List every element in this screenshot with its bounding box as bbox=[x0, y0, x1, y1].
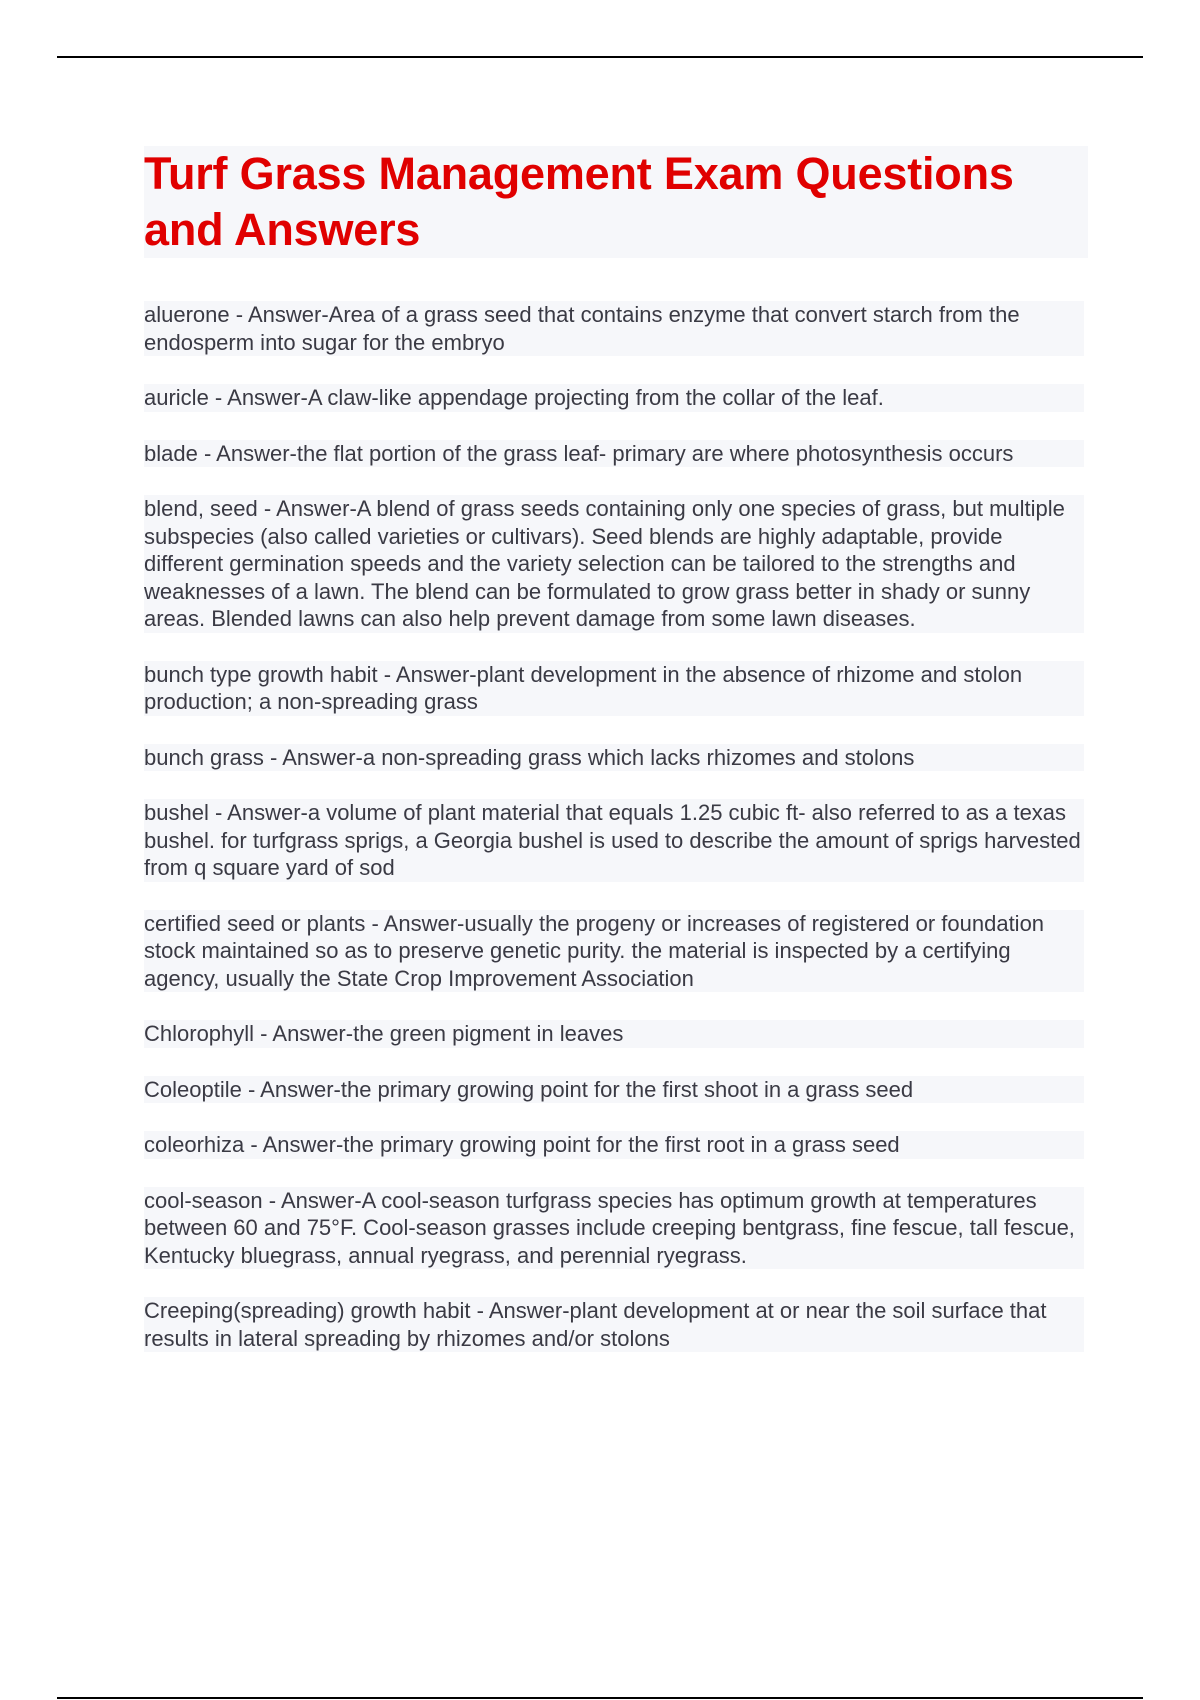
entry-bunch-type-growth-habit: bunch type growth habit - Answer-plant development in the absence of rhizome and stolon production; a non-spreading grass bbox=[144, 661, 1084, 716]
entry-chlorophyll: Chlorophyll - Answer-the green pigment in leaves bbox=[144, 1020, 1084, 1048]
title-block bbox=[144, 146, 1088, 258]
document-title: Turf Grass Management Exam Questions and Answers bbox=[144, 148, 1014, 255]
entry-list bbox=[144, 301, 1084, 1380]
bottom-rule bbox=[57, 1697, 1143, 1699]
entry-creeping-growth-habit: Creeping(spreading) growth habit - Answer-plant development at or near the soil surface that results in lateral spreading by rhizomes and/or stolons bbox=[144, 1297, 1084, 1352]
entry-bushel: bushel - Answer-a volume of plant material that equals 1.25 cubic ft- also referred to as a texas bushel. for turfgrass sprigs, a Georgia bushel is used to describe the amount of sprigs harvested from q square yard of sod bbox=[144, 799, 1084, 882]
entry-coleoptile: Coleoptile - Answer-the primary growing point for the first shoot in a grass seed bbox=[144, 1076, 1084, 1104]
top-rule bbox=[57, 56, 1143, 58]
entry-bunch-grass: bunch grass - Answer-a non-spreading grass which lacks rhizomes and stolons bbox=[144, 744, 1084, 772]
entry-blade: blade - Answer-the flat portion of the grass leaf- primary are where photosynthesis occurs bbox=[144, 440, 1084, 468]
entry-coleorhiza: coleorhiza - Answer-the primary growing point for the first root in a grass seed bbox=[144, 1131, 1084, 1159]
entry-blend-seed: blend, seed - Answer-A blend of grass seeds containing only one species of grass, but multiple subspecies (also called varieties or cultivars). Seed blends are highly adaptable, provide different germination speeds and the variety selection can be tailored to the strengths and weaknesses of a lawn. The blend can be formulated to grow grass better in shady or sunny areas. Blended lawns can also help prevent damage from some lawn diseases. bbox=[144, 495, 1084, 633]
entry-certified-seed: certified seed or plants - Answer-usually the progeny or increases of registered or foundation stock maintained so as to preserve genetic purity. the material is inspected by a certifying agency, usually the State Crop Improvement Association bbox=[144, 910, 1084, 993]
entry-auricle: auricle - Answer-A claw-like appendage projecting from the collar of the leaf. bbox=[144, 384, 1084, 412]
entry-aluerone: aluerone - Answer-Area of a grass seed that contains enzyme that convert starch from the endosperm into sugar for the embryo bbox=[144, 301, 1084, 356]
entry-cool-season: cool-season - Answer-A cool-season turfgrass species has optimum growth at temperatures between 60 and 75°F. Cool-season grasses include creeping bentgrass, fine fescue, tall fescue, Kentucky bluegrass, annual ryegrass, and perennial ryegrass. bbox=[144, 1187, 1084, 1270]
